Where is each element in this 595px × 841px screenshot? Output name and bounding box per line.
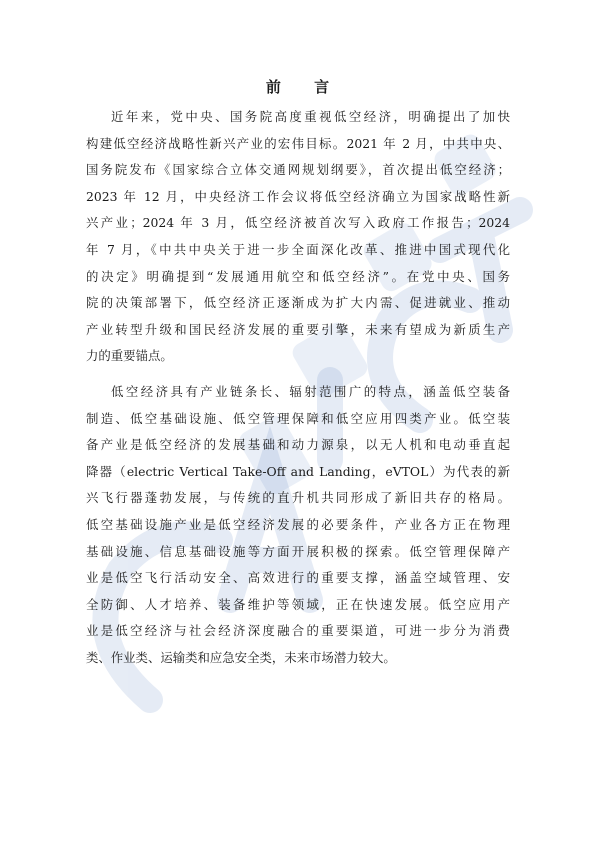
paragraph-1-line-10: 力的重要锚点。 bbox=[86, 348, 173, 364]
paragraph-2-line-3: 备产业是低空经济的发展基础和动力源泉，以无人机和电动垂直起 bbox=[86, 437, 510, 453]
paragraph-2-line-7: 基础设施、信息基础设施等方面开展积极的探索。低空管理保障产 bbox=[86, 543, 510, 559]
paragraph-1-line-4: 2023 年 12 月，中央经济工作会议将低空经济确立为国家战略性新 bbox=[86, 188, 510, 204]
paragraph-2-line-10: 业是低空经济与社会经济深度融合的重要渠道，可进一步分为消费 bbox=[86, 623, 510, 639]
paragraph-2-line-11: 类、作业类、运输类和应急安全类，未来市场潜力较大。 bbox=[86, 649, 396, 665]
paragraph-2-line-1: 低空经济具有产业链条长、辐射范围广的特点，涵盖低空装备 bbox=[111, 383, 510, 399]
paragraph-2-line-6: 低空基础设施产业是低空经济发展的必要条件，产业各方正在物理 bbox=[86, 516, 510, 532]
paragraph-1-line-7: 的决定》明确提到“发展通用航空和低空经济”。在党中央、国务 bbox=[86, 268, 510, 284]
paragraph-2-line-5: 兴飞行器蓬勃发展，与传统的直升机共同形成了新旧共存的格局。 bbox=[86, 490, 510, 506]
paragraph-1-line-8: 院的决策部署下，低空经济正逐渐成为扩大内需、促进就业、推动 bbox=[86, 295, 510, 311]
paragraph-1-line-6: 年 7 月，《中共中央关于进一步全面深化改革、推进中国式现代化 bbox=[86, 241, 510, 257]
paragraph-2-line-9: 全防御、人才培养、装备维护等领域，正在快速发展。低空应用产 bbox=[86, 596, 510, 612]
page-title: 前 言 bbox=[265, 78, 344, 96]
paragraph-gap bbox=[86, 370, 510, 379]
paragraph-1-line-9: 产业转型升级和国民经济发展的重要引擎，未来有望成为新质生产 bbox=[86, 321, 510, 337]
paragraph-2-line-4: 降器（electric Vertical Take-Off and Landing，eVTOL）为代表的新 bbox=[86, 463, 510, 479]
paragraph-1-line-2: 构建低空经济战略性新兴产业的宏伟目标。2021 年 2 月，中共中央、 bbox=[86, 135, 510, 151]
paragraph-2-line-2: 制造、低空基础设施、低空管理保障和低空应用四类产业。低空装 bbox=[86, 410, 510, 426]
body-text bbox=[86, 104, 510, 671]
paragraph-1-line-1: 近年来，党中央、国务院高度重视低空经济，明确提出了加快 bbox=[111, 109, 510, 124]
paragraph-1-line-5: 兴产业；2024 年 3 月，低空经济被首次写入政府工作报告；2024 bbox=[86, 215, 510, 231]
paragraph-2-line-8: 业是低空飞行活动安全、高效进行的重要支撑，涵盖空域管理、安 bbox=[86, 570, 510, 586]
paragraph-1-line-3: 国务院发布《国家综合立体交通网规划纲要》，首次提出低空经济； bbox=[86, 162, 510, 178]
